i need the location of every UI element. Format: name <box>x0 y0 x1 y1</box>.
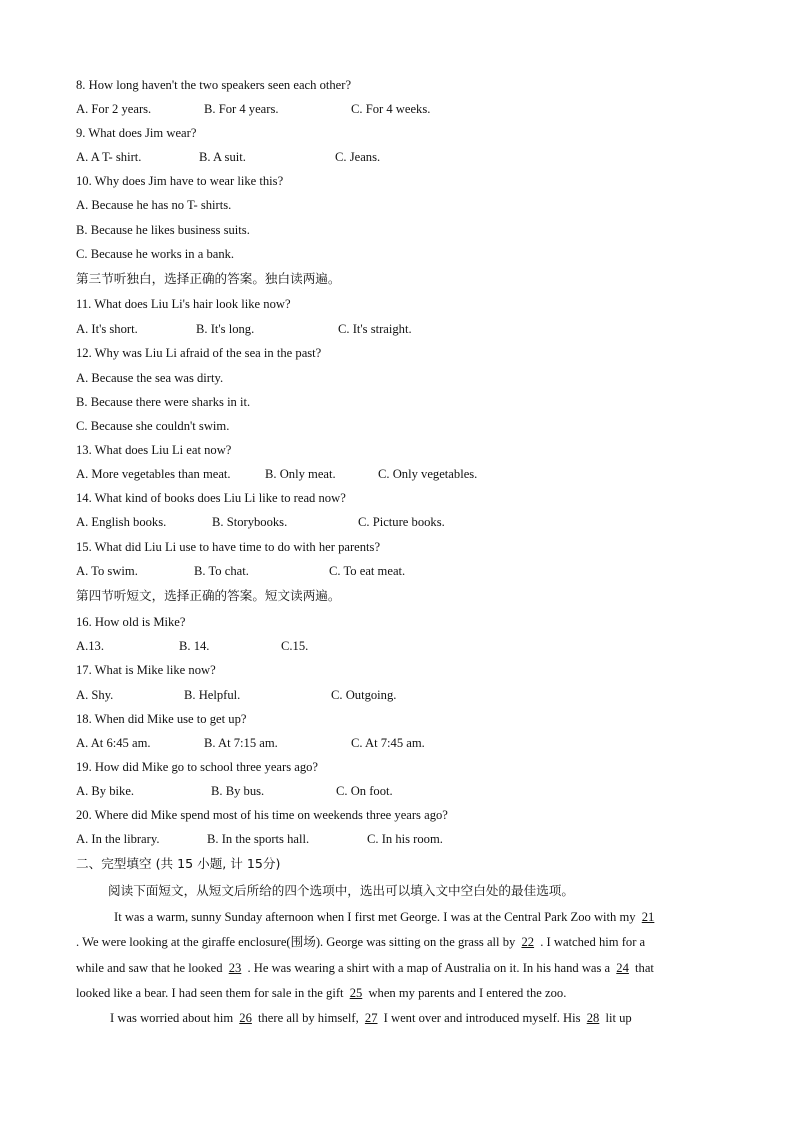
option-b: B. 14. <box>179 639 210 653</box>
question-14: 14. What kind of books does Liu Li like to read now? <box>76 491 346 505</box>
question-19: 19. How did Mike go to school three years ago? <box>76 760 319 774</box>
passage-line-5 <box>110 1010 748 1026</box>
blank-24: 24 <box>616 961 629 975</box>
option-b: B. It's long. <box>196 322 255 336</box>
blank-21: 21 <box>641 910 655 924</box>
passage-text: I went over and introduced myself. His <box>383 1011 581 1025</box>
option-a: A. In the library. <box>76 832 160 846</box>
option-b: B. At 7:15 am. <box>204 736 278 750</box>
passage-text: that <box>635 961 654 975</box>
blank-22: 22 <box>521 935 535 949</box>
option-b: B. Storybooks. <box>212 515 288 529</box>
option-c: C. At 7:45 am. <box>351 736 425 750</box>
blank-25: 25 <box>349 986 363 1000</box>
option-a: A. Shy. <box>76 688 114 702</box>
option-a: A. More vegetables than meat. <box>76 467 231 481</box>
option-b: B. By bus. <box>211 784 265 798</box>
option-a: A. For 2 years. <box>76 102 152 116</box>
option-12-c: C. Because she couldn't swim. <box>76 419 230 433</box>
question-17: 17. What is Mike like now? <box>76 663 216 677</box>
passage-text: while and saw that he looked <box>76 961 223 975</box>
blank-26: 26 <box>239 1011 252 1025</box>
option-c: C. Jeans. <box>335 150 381 164</box>
option-c: C. Outgoing. <box>331 688 397 702</box>
option-b: B. A suit. <box>199 150 246 164</box>
option-b: B. Helpful. <box>184 688 241 702</box>
option-c: C. In his room. <box>367 832 443 846</box>
blank-27: 27 <box>364 1011 378 1025</box>
section-3-heading: 第三节听独白，选择正确的答案。独白读两遍。 <box>76 271 341 286</box>
option-c: C. To eat meat. <box>329 564 406 578</box>
passage-line-3 <box>76 960 714 976</box>
passage-text: It was a warm, sunny Sunday afternoon when I first met George. I was at the Central Park Zoo with my <box>114 910 636 924</box>
passage-text: . I watched him for a <box>540 935 646 949</box>
cloze-instruction: 阅读下面短文，从短文后所给的四个选项中，选出可以填入文中空白处的最佳选项。 <box>108 883 574 898</box>
part-2-heading: 二、完型填空 (共 15 小题, 计 15分) <box>76 856 281 871</box>
option-b: B. To chat. <box>194 564 249 578</box>
option-c: C. For 4 weeks. <box>351 102 431 116</box>
option-a: A. It's short. <box>76 322 138 336</box>
option-a: A. A T- shirt. <box>76 150 142 164</box>
option-c: C.15. <box>281 639 309 653</box>
option-10-a: A. Because he has no T- shirts. <box>76 198 232 212</box>
question-20: 20. Where did Mike spend most of his time on weekends three years ago? <box>76 808 448 822</box>
question-13: 13. What does Liu Li eat now? <box>76 443 232 457</box>
question-12: 12. Why was Liu Li afraid of the sea in the past? <box>76 346 322 360</box>
blank-23: 23 <box>228 961 242 975</box>
passage-text: lit up <box>605 1011 632 1025</box>
section-4-heading: 第四节听短文，选择正确的答案。短文读两遍。 <box>76 588 341 603</box>
passage-text: when my parents and I entered the zoo. <box>368 986 567 1000</box>
question-9: 9. What does Jim wear? <box>76 126 197 140</box>
passage-line-4 <box>76 985 714 1001</box>
question-16: 16. How old is Mike? <box>76 615 186 629</box>
option-a: A. By bike. <box>76 784 135 798</box>
question-11: 11. What does Liu Li's hair look like now? <box>76 297 291 311</box>
option-c: C. It's straight. <box>338 322 412 336</box>
option-b: B. In the sports hall. <box>207 832 310 846</box>
passage-text: . He was wearing a shirt with a map of Australia on it. In his hand was a <box>247 961 611 975</box>
option-c: C. On foot. <box>336 784 393 798</box>
passage-text: looked like a bear. I had seen them for sale in the gift <box>76 986 344 1000</box>
blank-28: 28 <box>586 1011 600 1025</box>
question-8: 8. How long haven't the two speakers seen each other? <box>76 78 352 92</box>
option-a: A. English books. <box>76 515 167 529</box>
option-12-a: A. Because the sea was dirty. <box>76 371 224 385</box>
question-15: 15. What did Liu Li use to have time to do with her parents? <box>76 540 381 554</box>
option-a: A. To swim. <box>76 564 138 578</box>
option-b: B. Only meat. <box>265 467 336 481</box>
passage-line-2 <box>76 934 714 950</box>
passage-text: I was worried about him <box>110 1011 234 1025</box>
option-b: B. For 4 years. <box>204 102 279 116</box>
option-12-b: B. Because there were sharks in it. <box>76 395 251 409</box>
passage-text: . We were looking at the giraffe enclosure(围场). George was sitting on the grass all by <box>76 935 516 949</box>
option-10-b: B. Because he likes business suits. <box>76 223 250 237</box>
option-10-c: C. Because he works in a bank. <box>76 247 235 261</box>
option-a: A. At 6:45 am. <box>76 736 151 750</box>
question-18: 18. When did Mike use to get up? <box>76 712 247 726</box>
passage-line-1 <box>114 909 752 925</box>
option-c: C. Picture books. <box>358 515 445 529</box>
option-c: C. Only vegetables. <box>378 467 478 481</box>
option-a: A.13. <box>76 639 104 653</box>
question-10: 10. Why does Jim have to wear like this? <box>76 174 284 188</box>
passage-text: there all by himself, <box>258 1011 359 1025</box>
